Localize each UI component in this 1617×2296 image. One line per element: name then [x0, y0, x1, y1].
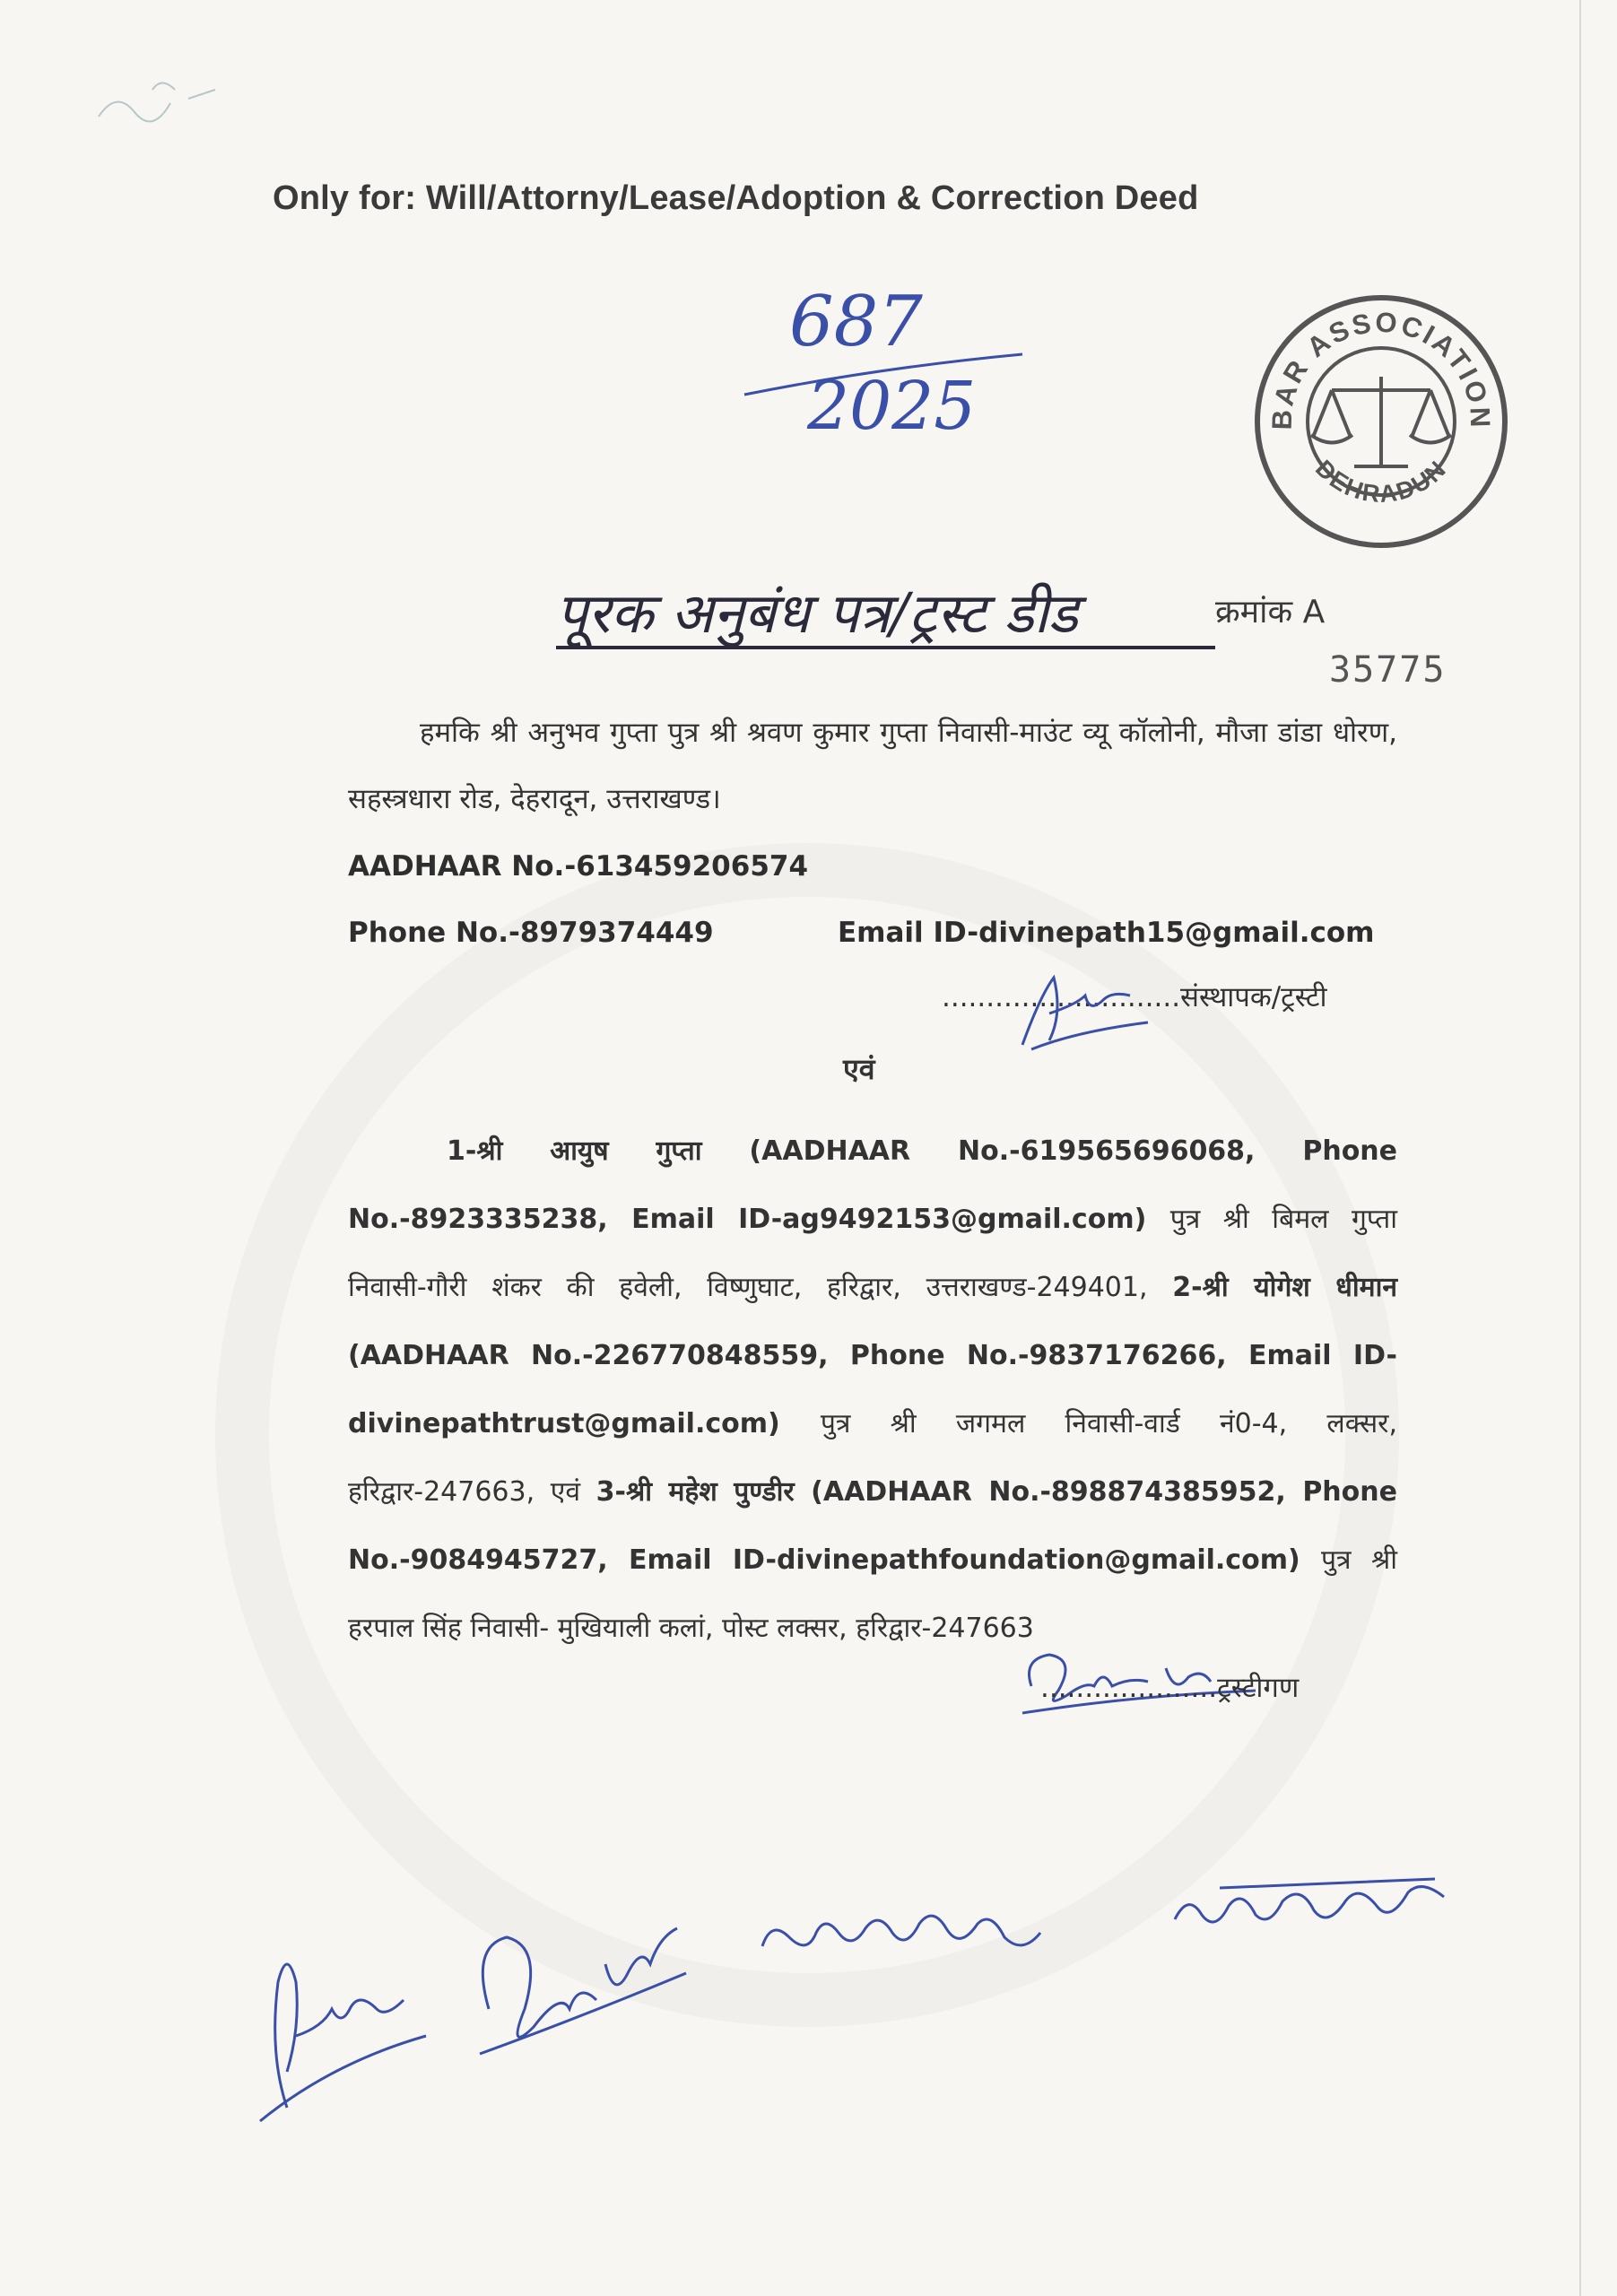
- bottom-signature-3: [753, 1883, 1058, 1982]
- bottom-signature-4: [1166, 1866, 1453, 1946]
- deed-title-underline: [556, 646, 1215, 649]
- trustee-2-details: (AADHAAR No.-226770848559, Phone No.-9837176266, Email ID-divinepathtrust@gmail.com): [348, 1340, 1397, 1439]
- trustee-1-details: (AADHAAR No.-619565696068, Phone No.-8923335238, Email ID-ag9492153@gmail.com): [348, 1135, 1398, 1235]
- bar-association-seal: [1247, 287, 1516, 556]
- deed-title-suffix: क्रमांक A: [1215, 594, 1326, 631]
- founder-signature-line: ...........................संस्थापक/ट्रस्टी: [942, 981, 1327, 1013]
- founder-phone: Phone No.-8979374449: [348, 917, 714, 949]
- deed-serial-number: 35775: [1329, 649, 1447, 691]
- founder-email: Email ID-divinepath15@gmail.com: [838, 917, 1375, 949]
- deed-title: पूरक अनुबंध पत्र/ट्रस्ट डीड: [556, 580, 1078, 646]
- page-edge: [1579, 0, 1581, 2296]
- bottom-signature-2: [462, 1910, 695, 2072]
- founder-signature: [1013, 960, 1157, 1058]
- trustee-2-name: 2-श्री योगेश धीमान: [1172, 1272, 1397, 1303]
- seal-top-text: BAR ASSOCIATION: [1265, 306, 1497, 430]
- handwritten-number-top: 687: [789, 282, 923, 362]
- handwritten-number-bottom: 2025: [807, 368, 977, 445]
- scales-icon: [1311, 377, 1451, 466]
- header-title: Only for: Will/Attorny/Lease/Adoption & Correction Deed: [273, 179, 1199, 217]
- trustee-3-address: पुत्र श्री हरपाल सिंह निवासी- मुखियाली कलां, पोस्ट लक्सर, हरिद्वार-247663: [348, 1544, 1397, 1644]
- deed-title-block: [556, 574, 1326, 682]
- founder-aadhaar: AADHAAR No.-613459206574: [348, 850, 809, 883]
- founder-intro: हमकि श्री अनुभव गुप्ता पुत्र श्री श्रवण कुमार गुप्ता निवासी-माउंट व्यू कॉलोनी, मौजा डांडा धोरण, सहस्त्रधारा रोड, देहरादून, उत्तराखण्ड।: [348, 717, 1397, 815]
- bottom-signature-1: [251, 1928, 430, 2126]
- trustee-3-name: 3-श्री महेश पुण्डीर: [596, 1476, 795, 1508]
- conjunction-text: एवं: [843, 1052, 875, 1086]
- trustees-paragraph: [348, 1118, 1397, 1663]
- seal-bottom-text: DEHRADUN: [1309, 455, 1453, 509]
- trustees-signature-line: ....................ट्रस्टीगण: [1040, 1672, 1300, 1704]
- corner-scribble: [90, 63, 242, 144]
- trustee-1-address: पुत्र श्री बिमल गुप्ता निवासी-गौरी शंकर की हवेली, विष्णुघाट, हरिद्वार, उत्तराखण्ड-249401,: [348, 1204, 1397, 1303]
- trustee-3-details: (AADHAAR No.-898874385952, Phone No.-9084945727, Email ID-divinepathfoundation@gmail.com): [348, 1476, 1397, 1576]
- trustee-1-name: 1-श्री आयुष गुप्ता: [447, 1135, 702, 1167]
- trustee-2-address: पुत्र श्री जगमल निवासी-वार्ड नं0-4, लक्सर, हरिद्वार-247663, एवं: [348, 1408, 1397, 1508]
- handwritten-number: [735, 269, 1031, 448]
